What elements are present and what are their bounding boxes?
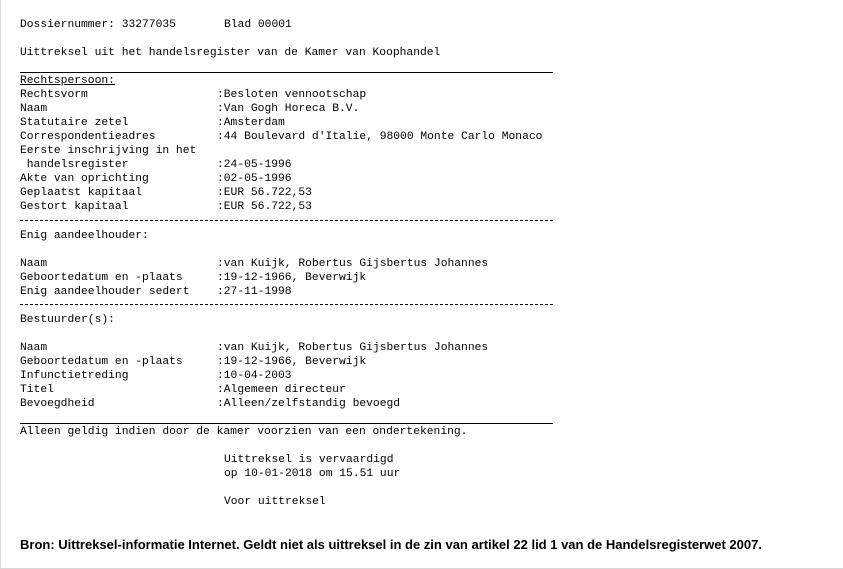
made-on-line-1: Uittreksel is vervaardigd	[224, 454, 394, 466]
separator-solid	[20, 423, 553, 424]
field-label: Enig aandeelhouder sedert	[20, 286, 190, 298]
field-label: Infunctietreding	[20, 370, 129, 382]
field-value: :van Kuijk, Robertus Gijsbertus Johannes	[217, 258, 489, 270]
field-label: Akte van oprichting	[20, 173, 149, 185]
section-heading-bestuurder: Bestuurder(s):	[20, 314, 115, 326]
field-label: Geboortedatum en -plaats	[20, 356, 183, 368]
field-label: Naam	[20, 103, 48, 115]
field-label: Eerste inschrijving in het	[20, 145, 197, 157]
field-value: :10-04-2003	[217, 370, 292, 382]
field-value: :19-12-1966, Beverwijk	[217, 272, 367, 284]
field-value: :19-12-1966, Beverwijk	[217, 356, 367, 368]
source-note: Bron: Uittreksel-informatie Internet. Geldt niet als uittreksel in de zin van artikel 22 lid 1 van de Handelsregisterwet 2007.	[20, 537, 762, 552]
field-label: Correspondentieadres	[20, 131, 156, 143]
validity-note: Alleen geldig indien door de kamer voorzien van een ondertekening.	[20, 426, 468, 438]
blad-number: Blad 00001	[224, 19, 292, 31]
field-label: handelsregister	[20, 159, 129, 171]
document-title: Uittreksel uit het handelsregister van de Kamer van Koophandel	[20, 47, 441, 59]
field-value: :Van Gogh Horeca B.V.	[217, 103, 360, 115]
field-value: :Amsterdam	[217, 117, 285, 129]
field-value: :Algemeen directeur	[217, 384, 346, 396]
field-value: :EUR 56.722,53	[217, 187, 312, 199]
field-label: Titel	[20, 384, 54, 396]
field-label: Gestort kapitaal	[20, 201, 129, 213]
field-label: Bevoegdheid	[20, 398, 95, 410]
field-value: :EUR 56.722,53	[217, 201, 312, 213]
field-label: Geboortedatum en -plaats	[20, 272, 183, 284]
section-heading-rechtspersoon: Rechtspersoon:	[20, 75, 115, 87]
field-value: :Alleen/zelfstandig bevoegd	[217, 398, 401, 410]
separator-solid	[20, 72, 553, 73]
field-value: :van Kuijk, Robertus Gijsbertus Johannes	[217, 342, 489, 354]
field-label: Naam	[20, 342, 48, 354]
field-label: Geplaatst kapitaal	[20, 187, 143, 199]
dossier-number: Dossiernummer: 33277035	[20, 19, 176, 31]
field-label: Statutaire zetel	[20, 117, 129, 129]
field-value: :02-05-1996	[217, 173, 292, 185]
field-value: :Besloten vennootschap	[217, 89, 367, 101]
field-label: Rechtsvorm	[20, 89, 88, 101]
made-on-line-2: op 10-01-2018 om 15.51 uur	[224, 468, 401, 480]
separator-dashed	[20, 304, 553, 305]
separator-dashed	[20, 220, 553, 221]
field-value: :24-05-1996	[217, 159, 292, 171]
section-heading-aandeelhouder: Enig aandeelhouder:	[20, 230, 149, 242]
field-value: :27-11-1998	[217, 286, 292, 298]
field-label: Naam	[20, 258, 48, 270]
voor-uittreksel: Voor uittreksel	[224, 496, 326, 508]
field-value: :44 Boulevard d'Italie, 98000 Monte Carlo Monaco	[217, 131, 543, 143]
